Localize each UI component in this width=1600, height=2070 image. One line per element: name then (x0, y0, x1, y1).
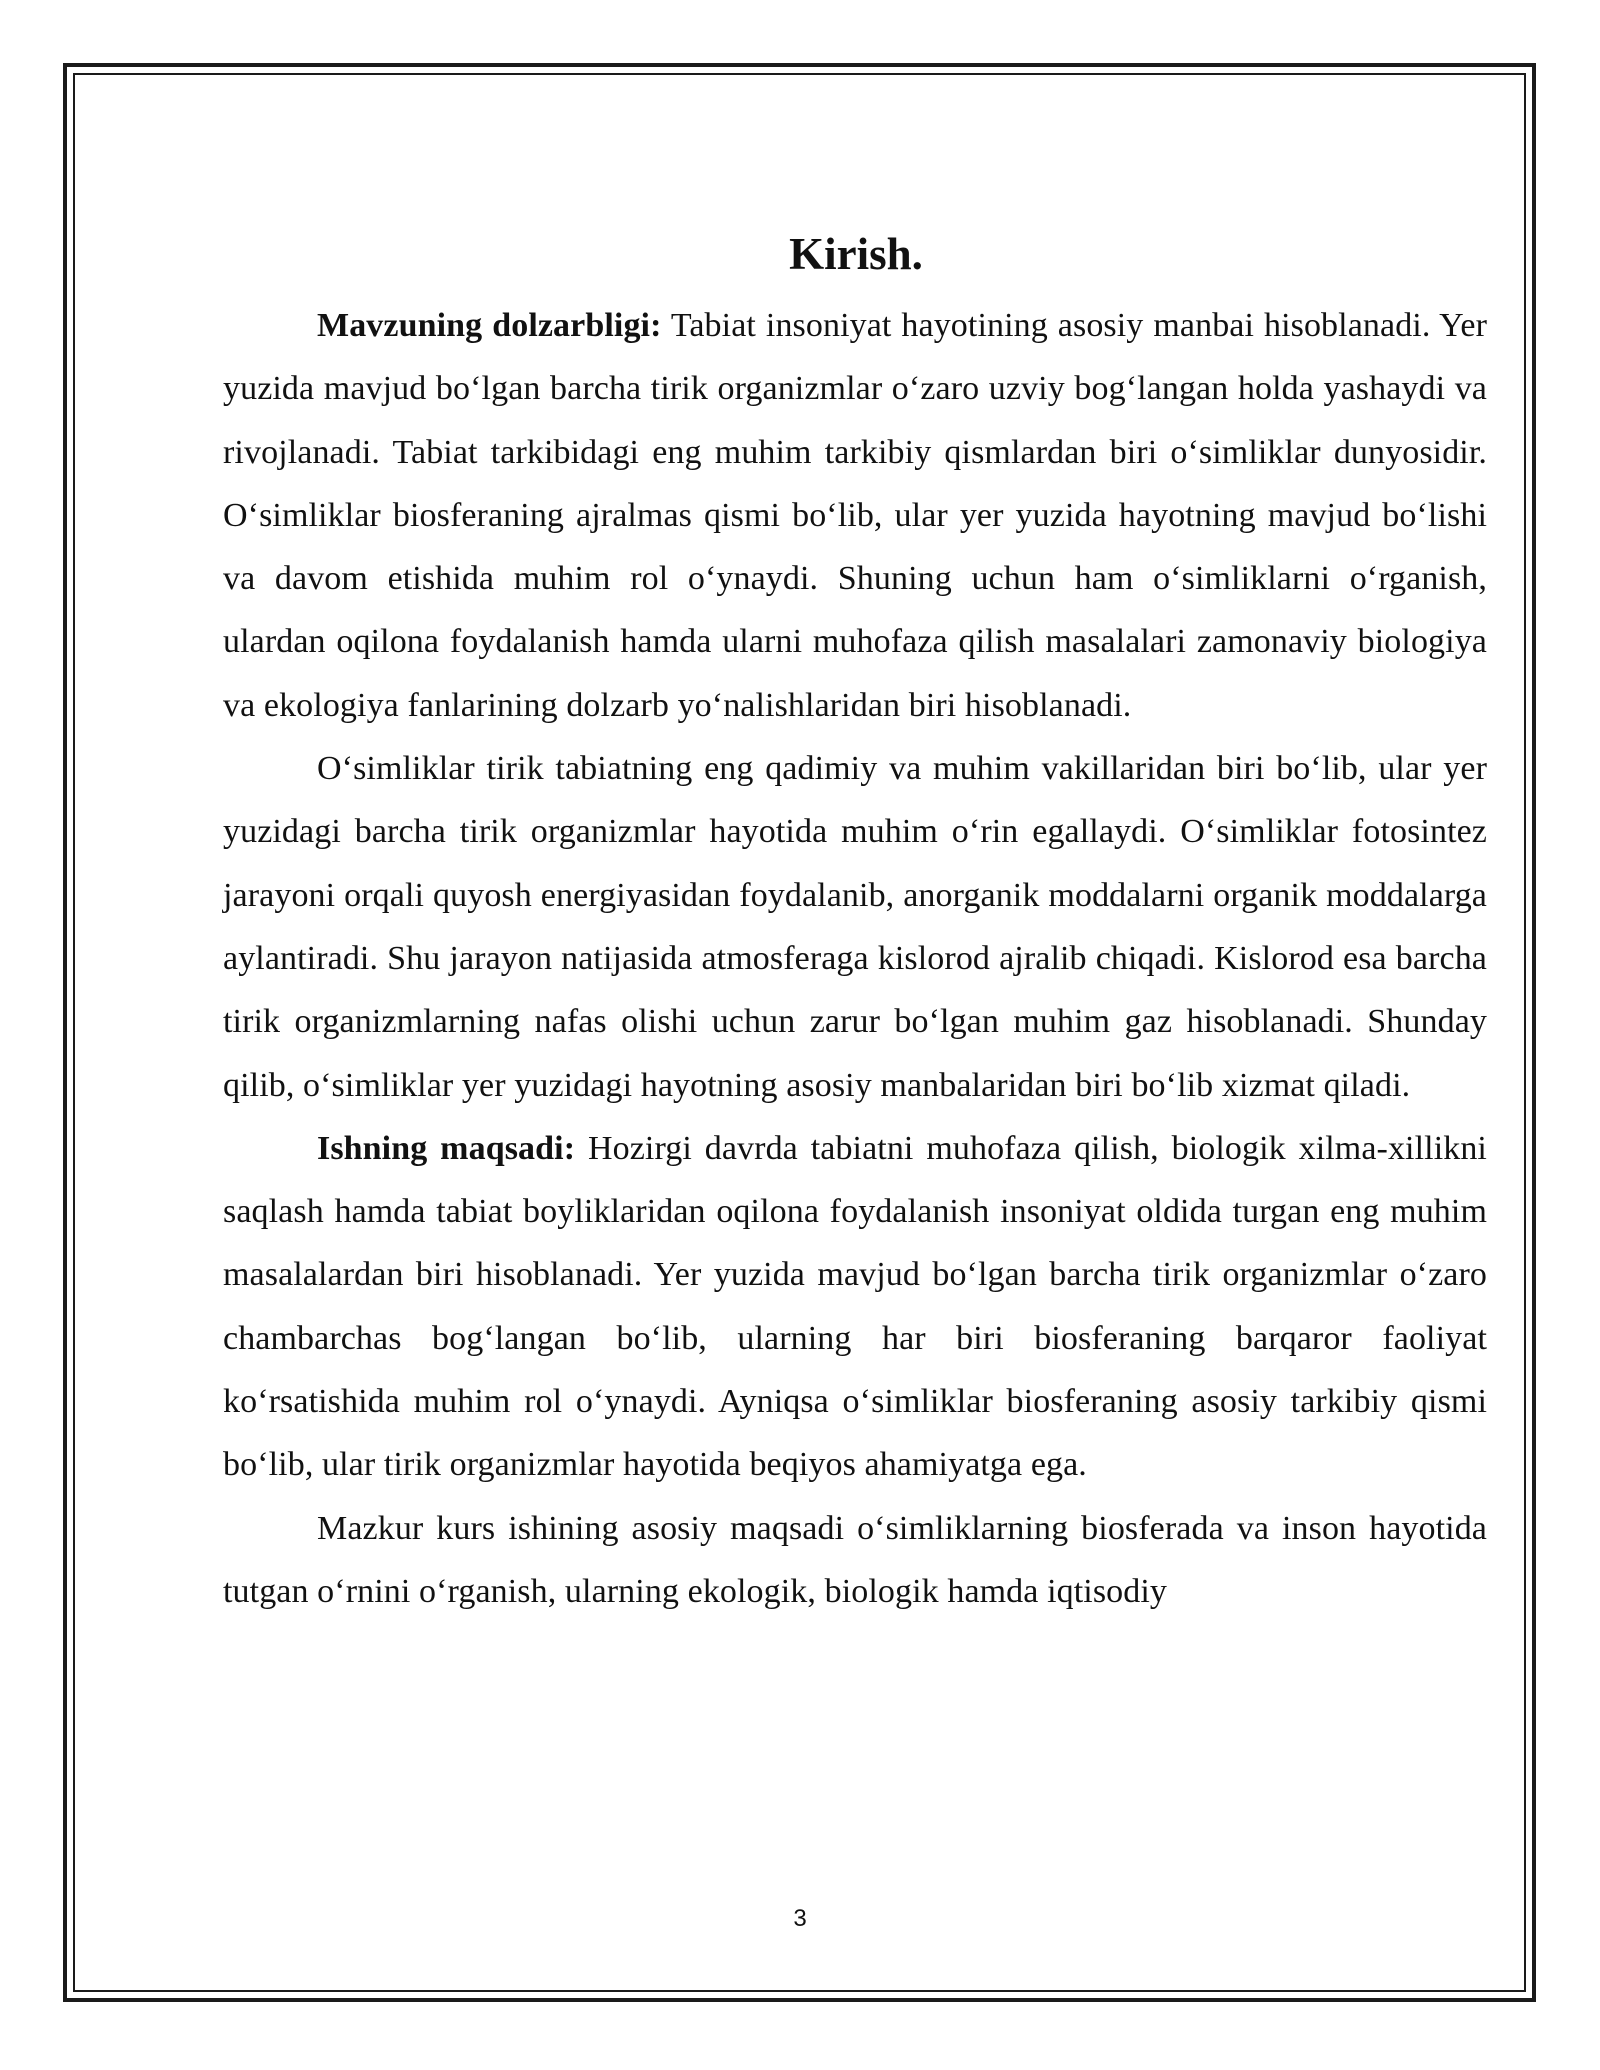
paragraph-text-plants-role: O‘simliklar tirik tabiatning eng qadimiy va muhim vakillaridan biri bo‘lib, ular yer yuzidagi barcha tirik organizmlar hayotida muhim o‘rin egallaydi. O‘simliklar fotosintez jarayoni orqali quyosh energiyasidan foydalanib, anorganik moddalarni organik moddalarga aylantiradi. Shu jarayon natijasida atmosferaga kislorod ajralib chiqadi. Kislorod esa barcha tirik organizmlarning nafas olishi uchun zarur bo‘lgan muhim gaz hisoblanadi. Shunday qilib, o‘simliklar yer yuzidagi hayotning asosiy manbalaridan biri bo‘lib xizmat qiladi. (223, 750, 1487, 1104)
paragraph-goal (223, 1117, 1487, 1497)
paragraph-course-aim (223, 1497, 1487, 1624)
paragraph-text-course-aim: Mazkur kurs ishining asosiy maqsadi o‘simliklarning biosferada va inson hayotida tutgan o‘rnini o‘rganish, ularning ekologik, biologik hamda iqtisodiy (223, 1509, 1487, 1610)
paragraph-text-goal: Hozirgi davrda tabiatni muhofaza qilish, biologik xilma-xillikni saqlash hamda tabiat boyliklaridan oqilona foydalanish insoniyat oldida turgan eng muhim masalalardan biri hisoblanadi. Yer yuzida mavjud bo‘lgan barcha tirik organizmlar o‘zaro chambarchas bog‘langan bo‘lib, ularning har biri biosferaning barqaror faoliyat ko‘rsatishida muhim rol o‘ynaydi. Ayniqsa o‘simliklar biosferaning asosiy tarkibiy qismi bo‘lib, ular tirik organizmlar hayotida beqiyos ahamiyatga ega. (223, 1129, 1487, 1484)
document-body (223, 224, 1487, 1623)
paragraph-text-relevance: Tabiat insoniyat hayotining asosiy manbai hisoblanadi. Yer yuzida mavjud bo‘lgan barcha tirik organizmlar o‘zaro uzviy bog‘langan holda yashaydi va rivojlanadi. Tabiat tarkibidagi eng muhim tarkibiy qismlardan biri o‘simliklar dunyosidir. O‘simliklar biosferaning ajralmas qismi bo‘lib, ular yer yuzida hayotning mavjud bo‘lishi va davom etishida muhim rol o‘ynaydi. Shuning uchun ham o‘simliklarni o‘rganish, ulardan oqilona foydalanish hamda ularni muhofaza qilish masalalari zamonaviy biologiya va ekologiya fanlarining dolzarb yo‘nalishlaridan biri hisoblanadi. (223, 307, 1487, 724)
paragraph-relevance (223, 294, 1487, 737)
paragraph-plants-role (223, 737, 1487, 1117)
page-number: 3 (793, 1905, 807, 1932)
page-title: Kirish. (789, 229, 923, 279)
paragraph-lead-goal: Ishning maqsadi: (317, 1129, 576, 1167)
paragraph-lead-relevance: Mavzuning dolzarbligi: (317, 307, 662, 344)
